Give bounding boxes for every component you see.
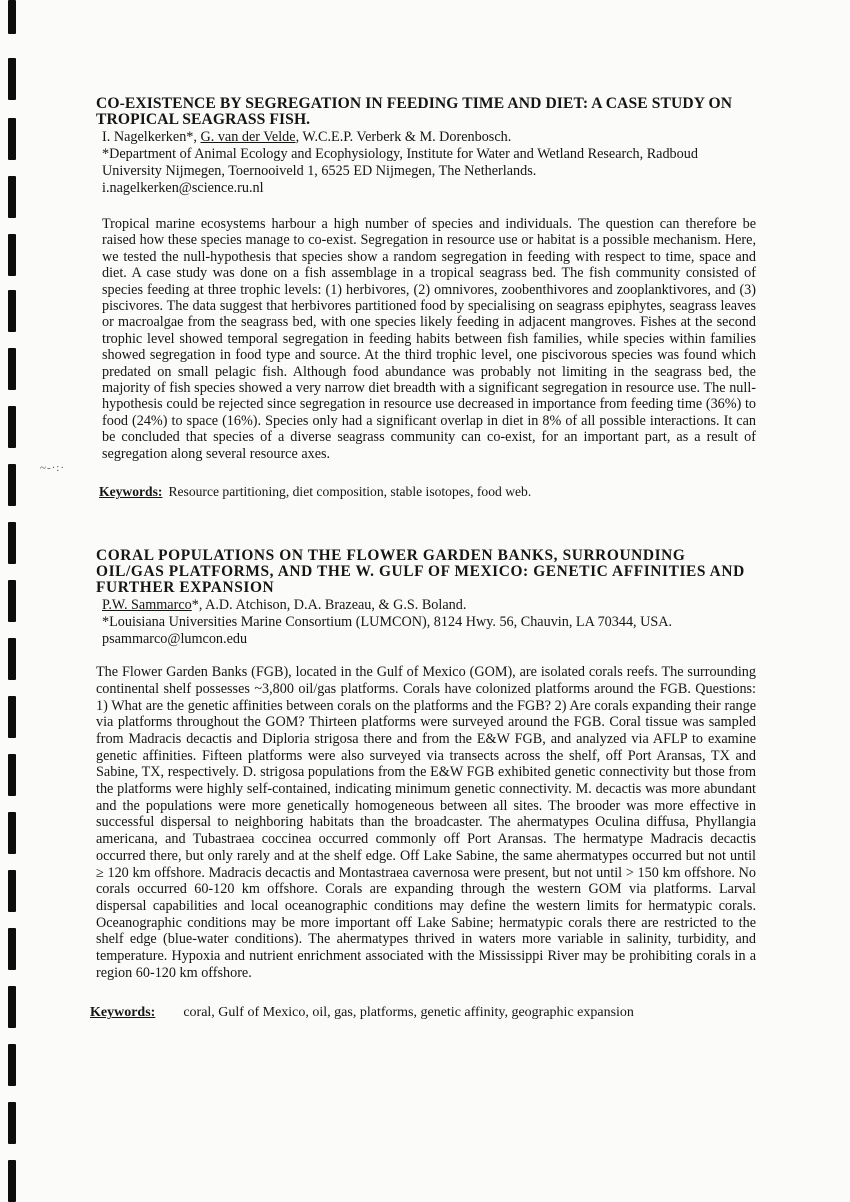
presenting-author: P.W. Sammarco <box>102 597 192 614</box>
article-2-keywords <box>90 1005 756 1021</box>
article-1-authors <box>102 129 756 146</box>
article-2 <box>90 547 756 1021</box>
keywords-label: Keywords: <box>90 1005 156 1021</box>
article-1-abstract: Tropical marine ecosystems harbour a high number of species and individuals. The question can therefore be raised how these species manage to co-exist. Segregation in resource use or habitat is a possible mechanism. Here, we tested the null-hypothesis that species show a random segregation in feeding with respect to time, space and diet. A case study was done on a fish assemblage in a tropical seagrass bed. The fish community consisted of species feeding at three trophic levels: (1) herbivores, (2) omnivores, zoobenthivores and zooplanktivores, and (3) piscivores. The data suggest that herbivores partitioned food by specialising on seagrass epiphytes, seagrass leaves or macroalgae from the seagrass bed, with one species likely feeding in adjacent mangroves. Fishes at the second trophic level showed temporal segregation in feeding habits between fish families, while species within families showed segregation in food type and source. At the third trophic level, one piscivorous species was found which predated on small pelagic fish. Although food abundance was probably not limiting in the seagrass bed, the majority of fish species showed a very narrow diet breadth with a significant segregation in resource use. The null-hypothesis could be rejected since segregation in resource use decreased in importance from feeding time (36%) to food (24%) to space (16%). Species only had a significant overlap in diet in 8% of all possible interactions. It can be concluded that species of a diverse seagrass community can co-exist, for an important part, as a result of segregation along several resource axes. <box>102 216 756 462</box>
binder-marks <box>8 0 20 1199</box>
article-1-affiliation: *Department of Animal Ecology and Ecophysiology, Institute for Water and Wetland Research, Radboud University Nijmegen, Toernooiveld 1, 6525 ED Nijmegen, The Netherlands. <box>102 146 698 179</box>
article-1-title: CO-EXISTENCE BY SEGREGATION IN FEEDING TIME AND DIET: A CASE STUDY ON TROPICAL SEAGRASS FISH. <box>96 95 733 128</box>
keywords-label: Keywords: <box>99 484 163 500</box>
margin-mark: ~-·:· <box>40 462 65 474</box>
keywords-list: Resource partitioning, diet composition, stable isotopes, food web. <box>168 484 532 500</box>
article-2-title: CORAL POPULATIONS ON THE FLOWER GARDEN BANKS, SURROUNDING OIL/GAS PLATFORMS, AND THE W. GULF OF MEXICO: GENETIC AFFINITIES AND FURTHER EXPANSION <box>96 547 745 597</box>
presenting-author: G. van der Velde <box>200 129 296 145</box>
article-2-affiliation: *Louisiana Universities Marine Consortium (LUMCON), 8124 Hwy. 56, Chauvin, LA 70344, USA. <box>102 614 673 631</box>
keywords-list: coral, Gulf of Mexico, oil, gas, platforms, genetic affinity, geographic expansion <box>183 1005 634 1021</box>
authors-rest: *, A.D. Atchison, D.A. Brazeau, & G.S. Boland. <box>191 597 467 614</box>
article-1 <box>96 96 756 500</box>
article-1-keywords <box>99 484 756 500</box>
article-2-email: psammarco@lumcon.edu <box>102 631 248 648</box>
authors-rest: , W.C.E.P. Verberk & M. Dorenbosch. <box>295 129 512 145</box>
document-page <box>90 95 756 1021</box>
author-lead: I. Nagelkerken*, <box>102 129 201 145</box>
article-2-abstract: The Flower Garden Banks (FGB), located in the Gulf of Mexico (GOM), are isolated corals reefs. The surrounding continental shelf possesses ~3,800 oil/gas platforms. Corals have colonized platforms around the FGB. Questions: 1) What are the genetic affinities between corals on the platforms and the FGB? 2) Are corals expanding their range via platforms throughout the GOM? Thirteen platforms were surveyed around the FGB. Coral tissue was sampled from Madracis decactis and Diploria strigosa there and from the E&W FGB, and analyzed via AFLP to examine genetic affinities. Fifteen platforms were also surveyed via transects across the shelf, off Port Aransas, TX and Sabine, TX, respectively. D. strigosa populations from the E&W FGB exhibited genetic connectivity but those from the platforms were highly self-contained, indicating minimum genetic connectivity. M. decactis was more abundant and the populations were more genetically homogeneous between all sites. The brooder was more effective in successful dispersal to neighboring habitats than the broadcaster. The ahermatypes Oculina diffusa, Phyllangia americana, and Tubastraea coccinea occurred commonly off Port Aransas. The hermatype Madracis decactis occurred there, but only rarely and at the shelf edge. Off Lake Sabine, the same ahermatypes occurred but not until ≥ 120 km offshore. Madracis decactis and Montastraea cavernosa were present, but not until > 150 km offshore. No corals occurred 60-120 km offshore. Corals are expanding through the western GOM via platforms. Larval dispersal capabilities and local oceanographic conditions may define the western limits for hermatypic corals. Oceanographic conditions may be more important off Lake Sabine; hermatypic corals there are restricted to the shelf edge (blue-water conditions). The ahermatypes thrived in waters more variable in salinity, turbidity, and temperature. Hypoxia and nutrient enrichment associated with the Mississippi River may be prohibiting corals in a region 60-120 km offshore. <box>96 664 756 981</box>
article-2-authors <box>102 597 756 614</box>
article-1-email: i.nagelkerken@science.ru.nl <box>102 180 264 196</box>
